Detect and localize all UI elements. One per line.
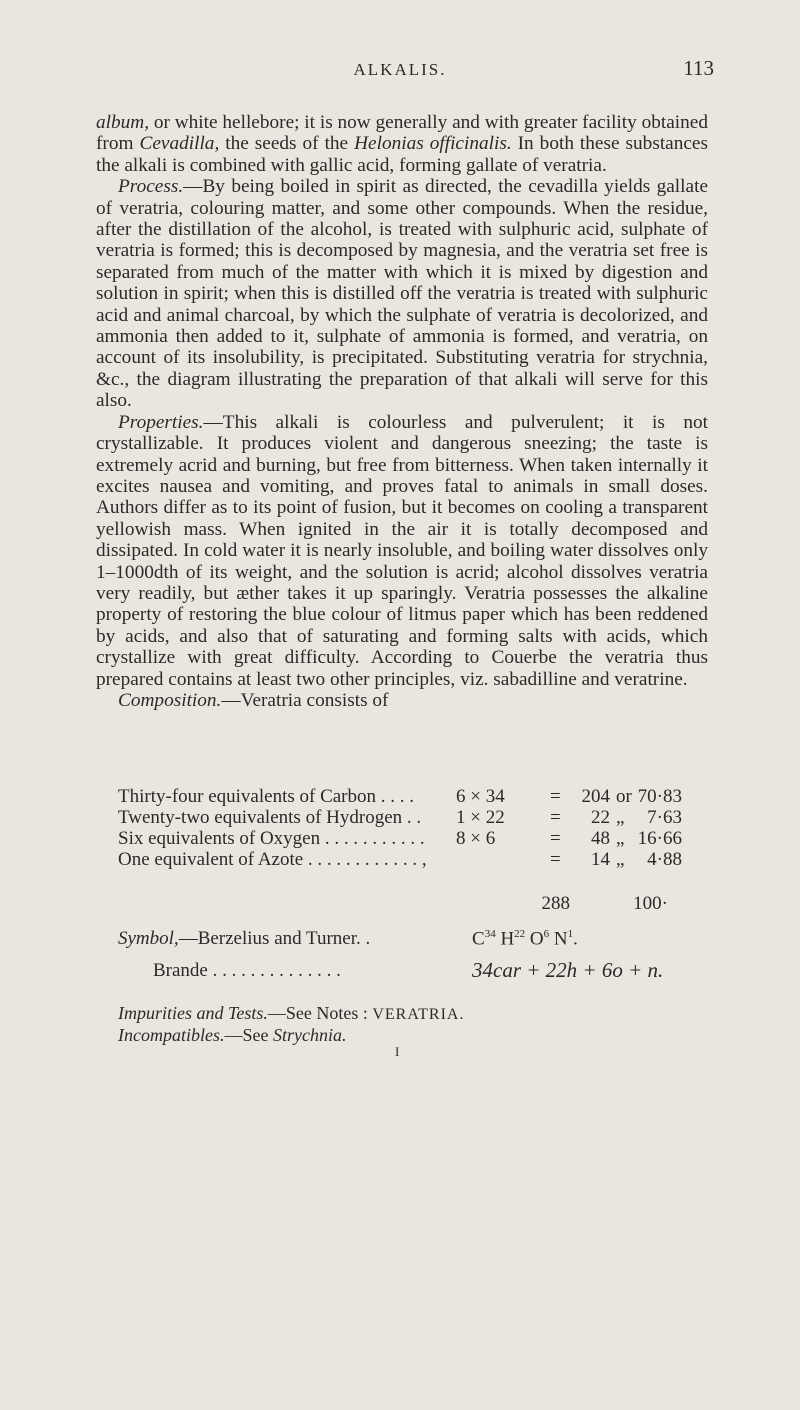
row-label: Twenty-two equivalents of Hydrogen . . xyxy=(118,807,422,828)
incompatibles-ref: Strychnia. xyxy=(272,1025,347,1045)
symbol-text: —Berzelius and Turner. . xyxy=(178,928,371,949)
composition-table xyxy=(118,786,682,870)
intro-rest: or white hellebore; it is now generally and with greater facility obtained from xyxy=(96,112,708,155)
impurities-ref: VERATRIA. xyxy=(372,1006,465,1023)
hydrogen-count: 22 xyxy=(514,928,526,940)
azote-count: 1 xyxy=(567,928,574,940)
impurities-line xyxy=(118,1003,718,1025)
total-weight: 288 xyxy=(541,893,570,914)
properties-heading: Properties. xyxy=(118,411,204,433)
composition-row-hydrogen xyxy=(118,807,682,828)
impurities-text: —See Notes : xyxy=(267,1003,373,1023)
symbol-heading: Symbol, xyxy=(118,928,179,949)
composition-row-carbon xyxy=(118,786,682,807)
brande-formula: 34car + 22h + 6o + n. xyxy=(472,958,664,982)
row-equals: = xyxy=(550,828,561,849)
incompatibles-text: —See xyxy=(224,1025,273,1045)
composition-text: —Veratria consists of xyxy=(221,689,389,711)
total-percent: 100· xyxy=(633,893,668,914)
row-equals: = xyxy=(550,849,561,870)
intro-mid: the seeds of the xyxy=(219,133,355,155)
row-label: One equivalent of Azote . . . . . . . . . . . . , xyxy=(118,849,427,870)
process-text: —By being boiled in spirit as directed, the cevadilla yields gallate of veratria, colouring matter, and some other compounds. When the residue, after the distillation of the alcohol, is treated with sulphuric acid, sulphate of veratria is formed; this is decomposed by magnesia, and the veratria set free is separated from much of the matter with which it is mixed by digestion and solution in spirit; when this is distilled off the veratria is treated with sulphuric acid and animal charcoal, by which the sulphate of veratria is decolorized, and ammonia then added to it, sulphate of ammonia is formed, and veratria, on account of its insolubility, is precipitated. Substituting veratria for strychnia, &c., the diagram illustrating the preparation of that alkali will serve for this also. xyxy=(96,176,708,412)
impurities-heading: Impurities and Tests. xyxy=(118,1003,268,1023)
brande-label: Brande . . . . . . . . . . . . . . xyxy=(153,960,341,981)
row-value: 204 xyxy=(581,786,610,807)
oxygen-count: 6 xyxy=(543,928,550,940)
helonias-term: Helonias officinalis. xyxy=(354,133,512,155)
row-percent: 70·83 xyxy=(637,786,682,807)
symbol-line xyxy=(118,928,718,950)
row-equals: = xyxy=(550,786,561,807)
row-value: 48 xyxy=(591,828,610,849)
page-number: 113 xyxy=(683,56,714,80)
formula-oxygen: O xyxy=(525,928,544,950)
intro-paragraph xyxy=(96,112,708,176)
intro-italic: album, xyxy=(96,112,150,133)
row-label: Six equivalents of Oxygen . . . . . . . . . . . xyxy=(118,828,425,849)
properties-paragraph xyxy=(96,412,708,690)
row-unit: or xyxy=(616,786,632,807)
row-unit: „ xyxy=(616,807,625,828)
body-text xyxy=(96,112,708,711)
row-unit: „ xyxy=(616,849,625,870)
row-calc: 8 × 6 xyxy=(456,828,496,849)
row-unit: „ xyxy=(616,828,625,849)
running-head: ALKALIS. xyxy=(353,60,447,79)
brande-line xyxy=(153,960,753,982)
formula-end: . xyxy=(573,928,578,950)
row-percent: 7·63 xyxy=(647,807,682,828)
incompatibles-line xyxy=(118,1025,718,1045)
process-heading: Process. xyxy=(118,176,184,198)
cevadilla-term: Cevadilla, xyxy=(139,133,220,155)
formula-hydrogen: H xyxy=(495,928,515,950)
row-calc: 1 × 22 xyxy=(456,807,505,828)
row-calc: 6 × 34 xyxy=(456,786,505,807)
berzelius-formula xyxy=(472,928,578,950)
formula-azote: N xyxy=(549,928,568,950)
properties-text: —This alkali is colourless and pulverulent; it is not crystallizable. It produces violent and dangerous sneezing; the taste is extremely acrid and burning, but free from bitterness. When taken internally it excites nausea and vomiting, and proves fatal to animals in small doses. Authors differ as to its point of fusion, but it becomes on cooling a transparent yellowish mass. When ignited in the air it is totally decomposed and dissipated. In cold water it is nearly insoluble, and boiling water dissolves only 1–1000dth of its weight, and the solution is acrid; alcohol dissolves veratria very readily, but æther takes it up sparingly. Veratria possesses the alkaline property of restoring the blue colour of litmus paper which has been reddened by acids, and also that of saturating and forming salts with acids, which crystallize with great difficulty. According to Couerbe the veratria thus prepared contains at least two other principles, viz. sabadilline and veratrine. xyxy=(96,411,708,690)
composition-row-oxygen xyxy=(118,828,682,849)
composition-row-azote xyxy=(118,849,682,870)
row-percent: 16·66 xyxy=(637,828,682,849)
row-percent: 4·88 xyxy=(647,849,682,870)
row-value: 14 xyxy=(591,849,610,870)
signature-mark: I xyxy=(395,1044,400,1059)
composition-heading: Composition. xyxy=(118,689,222,711)
carbon-count: 34 xyxy=(484,928,496,940)
row-value: 22 xyxy=(591,807,610,828)
notes xyxy=(118,1003,718,1045)
formula-carbon: C xyxy=(472,928,485,950)
row-label: Thirty-four equivalents of Carbon . . . . xyxy=(118,786,415,807)
process-paragraph xyxy=(96,176,708,411)
incompatibles-heading: Incompatibles. xyxy=(118,1025,225,1045)
composition-paragraph xyxy=(96,690,708,711)
intro-end: In both these substances the alkali is combined with gallic acid, forming gallate of veratria. xyxy=(96,133,708,176)
row-equals: = xyxy=(550,807,561,828)
